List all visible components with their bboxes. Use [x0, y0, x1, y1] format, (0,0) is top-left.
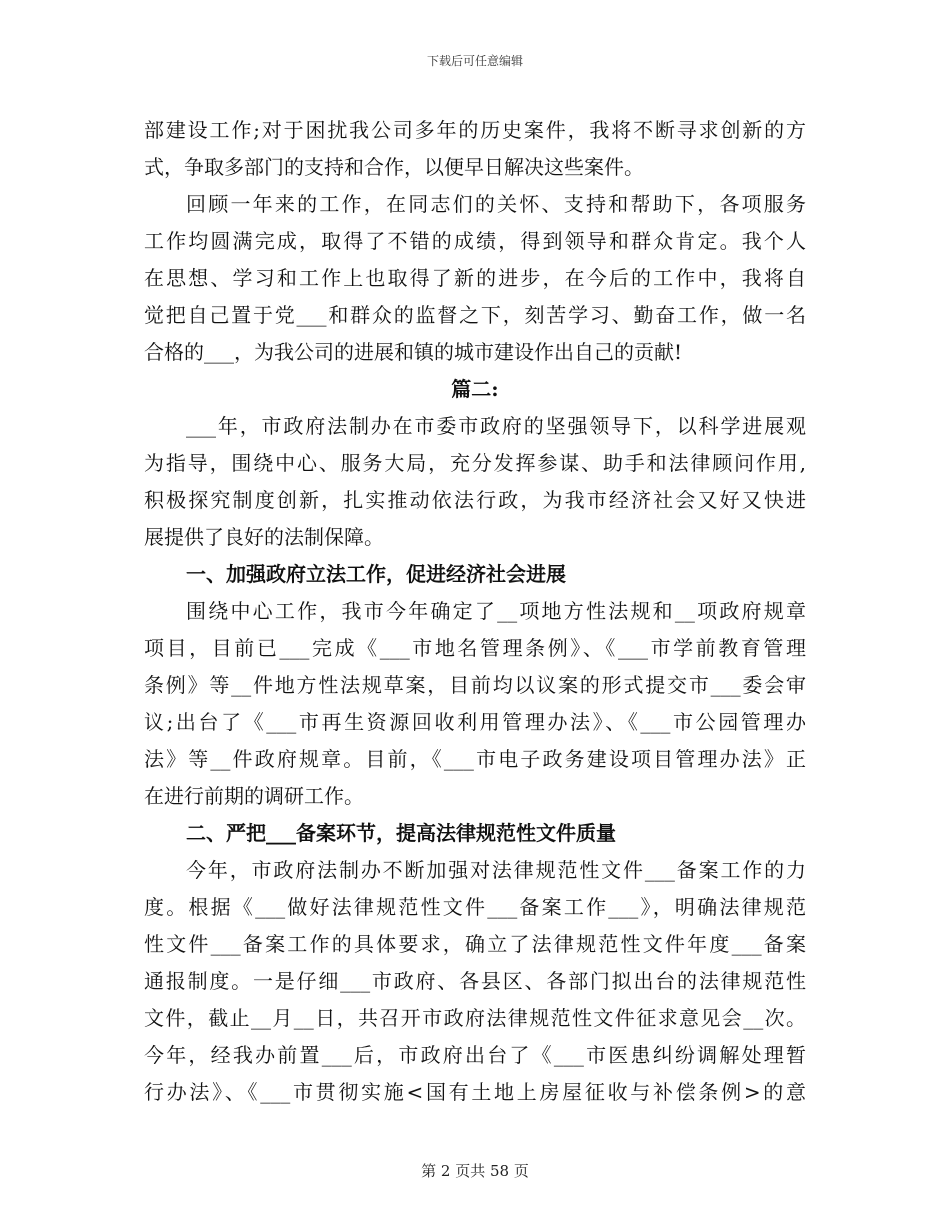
paragraph-line: 觉把自己置于党___和群众的监督之下，刻苦学习、勤奋工作，做一名 [144, 303, 806, 327]
paragraph-line: 式，争取多部门的支持和合作，以便早日解决这些案件。 [144, 155, 644, 179]
paragraph-line: 积极探究制度创新，扎实推动依法行政，为我市经济社会又好又快进 [144, 488, 806, 512]
paragraph-line: 法》等__件政府规章。目前，《___市电子政务建设项目管理办法》正 [144, 747, 806, 771]
paragraph-line: 在进行前期的调研工作。 [144, 784, 364, 808]
document-body [144, 112, 806, 1111]
paragraph-line: 度。根据《___做好法律规范性文件___备案工作___》，明确法律规范 [144, 895, 806, 919]
section-heading: 二、严把___备案环节，提高法律规范性文件质量 [186, 821, 616, 845]
paragraph-line: 今年，市政府法制办不断加强对法律规范性文件___备案工作的力 [186, 858, 806, 882]
paragraph-line: 议;出台了《___市再生资源回收利用管理办法》、《___市公园管理办 [144, 710, 806, 734]
paragraph-line: 在思想、学习和工作上也取得了新的进步，在今后的工作中，我将自 [144, 266, 806, 290]
paragraph-line: 围绕中心工作，我市今年确定了__项地方性法规和__项政府规章 [186, 599, 806, 623]
paragraph-line: 回顾一年来的工作，在同志们的关怀、支持和帮助下，各项服务 [186, 192, 806, 216]
paragraph-line: 条例》等__件地方性法规草案，目前均以议案的形式提交市___委会审 [144, 673, 806, 697]
paragraph-line: 文件，截止__月__日，共召开市政府法律规范性文件征求意见会__次。 [144, 1006, 806, 1030]
paragraph-line: 行办法》、《___市贯彻实施<国有土地上房屋征收与补偿条例>的意 [144, 1080, 806, 1104]
paragraph-line: 展提供了良好的法制保障。 [144, 525, 384, 549]
paragraph-line: 为指导，围绕中心、服务大局，充分发挥参谋、助手和法律顾问作用, [144, 451, 806, 475]
paragraph-line: 合格的___，为我公司的进展和镇的城市建设作出自己的贡献! [144, 340, 683, 364]
paragraph-line: 通报制度。一是仔细___市政府、各县区、各部门拟出台的法律规范性 [144, 969, 806, 993]
paragraph-line: 项目，目前已___完成《___市地名管理条例》、《___市学前教育管理 [144, 636, 806, 660]
section-heading: 一、加强政府立法工作，促进经济社会进展 [186, 562, 566, 586]
paragraph-line: 工作均圆满完成，取得了不错的成绩，得到领导和群众肯定。我个人 [144, 229, 806, 253]
section-heading: 篇二: [451, 377, 499, 401]
page-number: 第 2 页共 58 页 [421, 1162, 529, 1180]
page-header-note: 下载后可任意编辑 [426, 54, 523, 68]
paragraph-line: 今年，经我办前置___后，市政府出台了《___市医患纠纷调解处理暂 [144, 1043, 806, 1067]
paragraph-line: 部建设工作;对于困扰我公司多年的历史案件，我将不断寻求创新的方 [144, 118, 806, 142]
paragraph-line: ___年，市政府法制办在市委市政府的坚强领导下，以科学进展观 [186, 414, 806, 438]
paragraph-line: 性文件___备案工作的具体要求，确立了法律规范性文件年度___备案 [144, 932, 806, 956]
